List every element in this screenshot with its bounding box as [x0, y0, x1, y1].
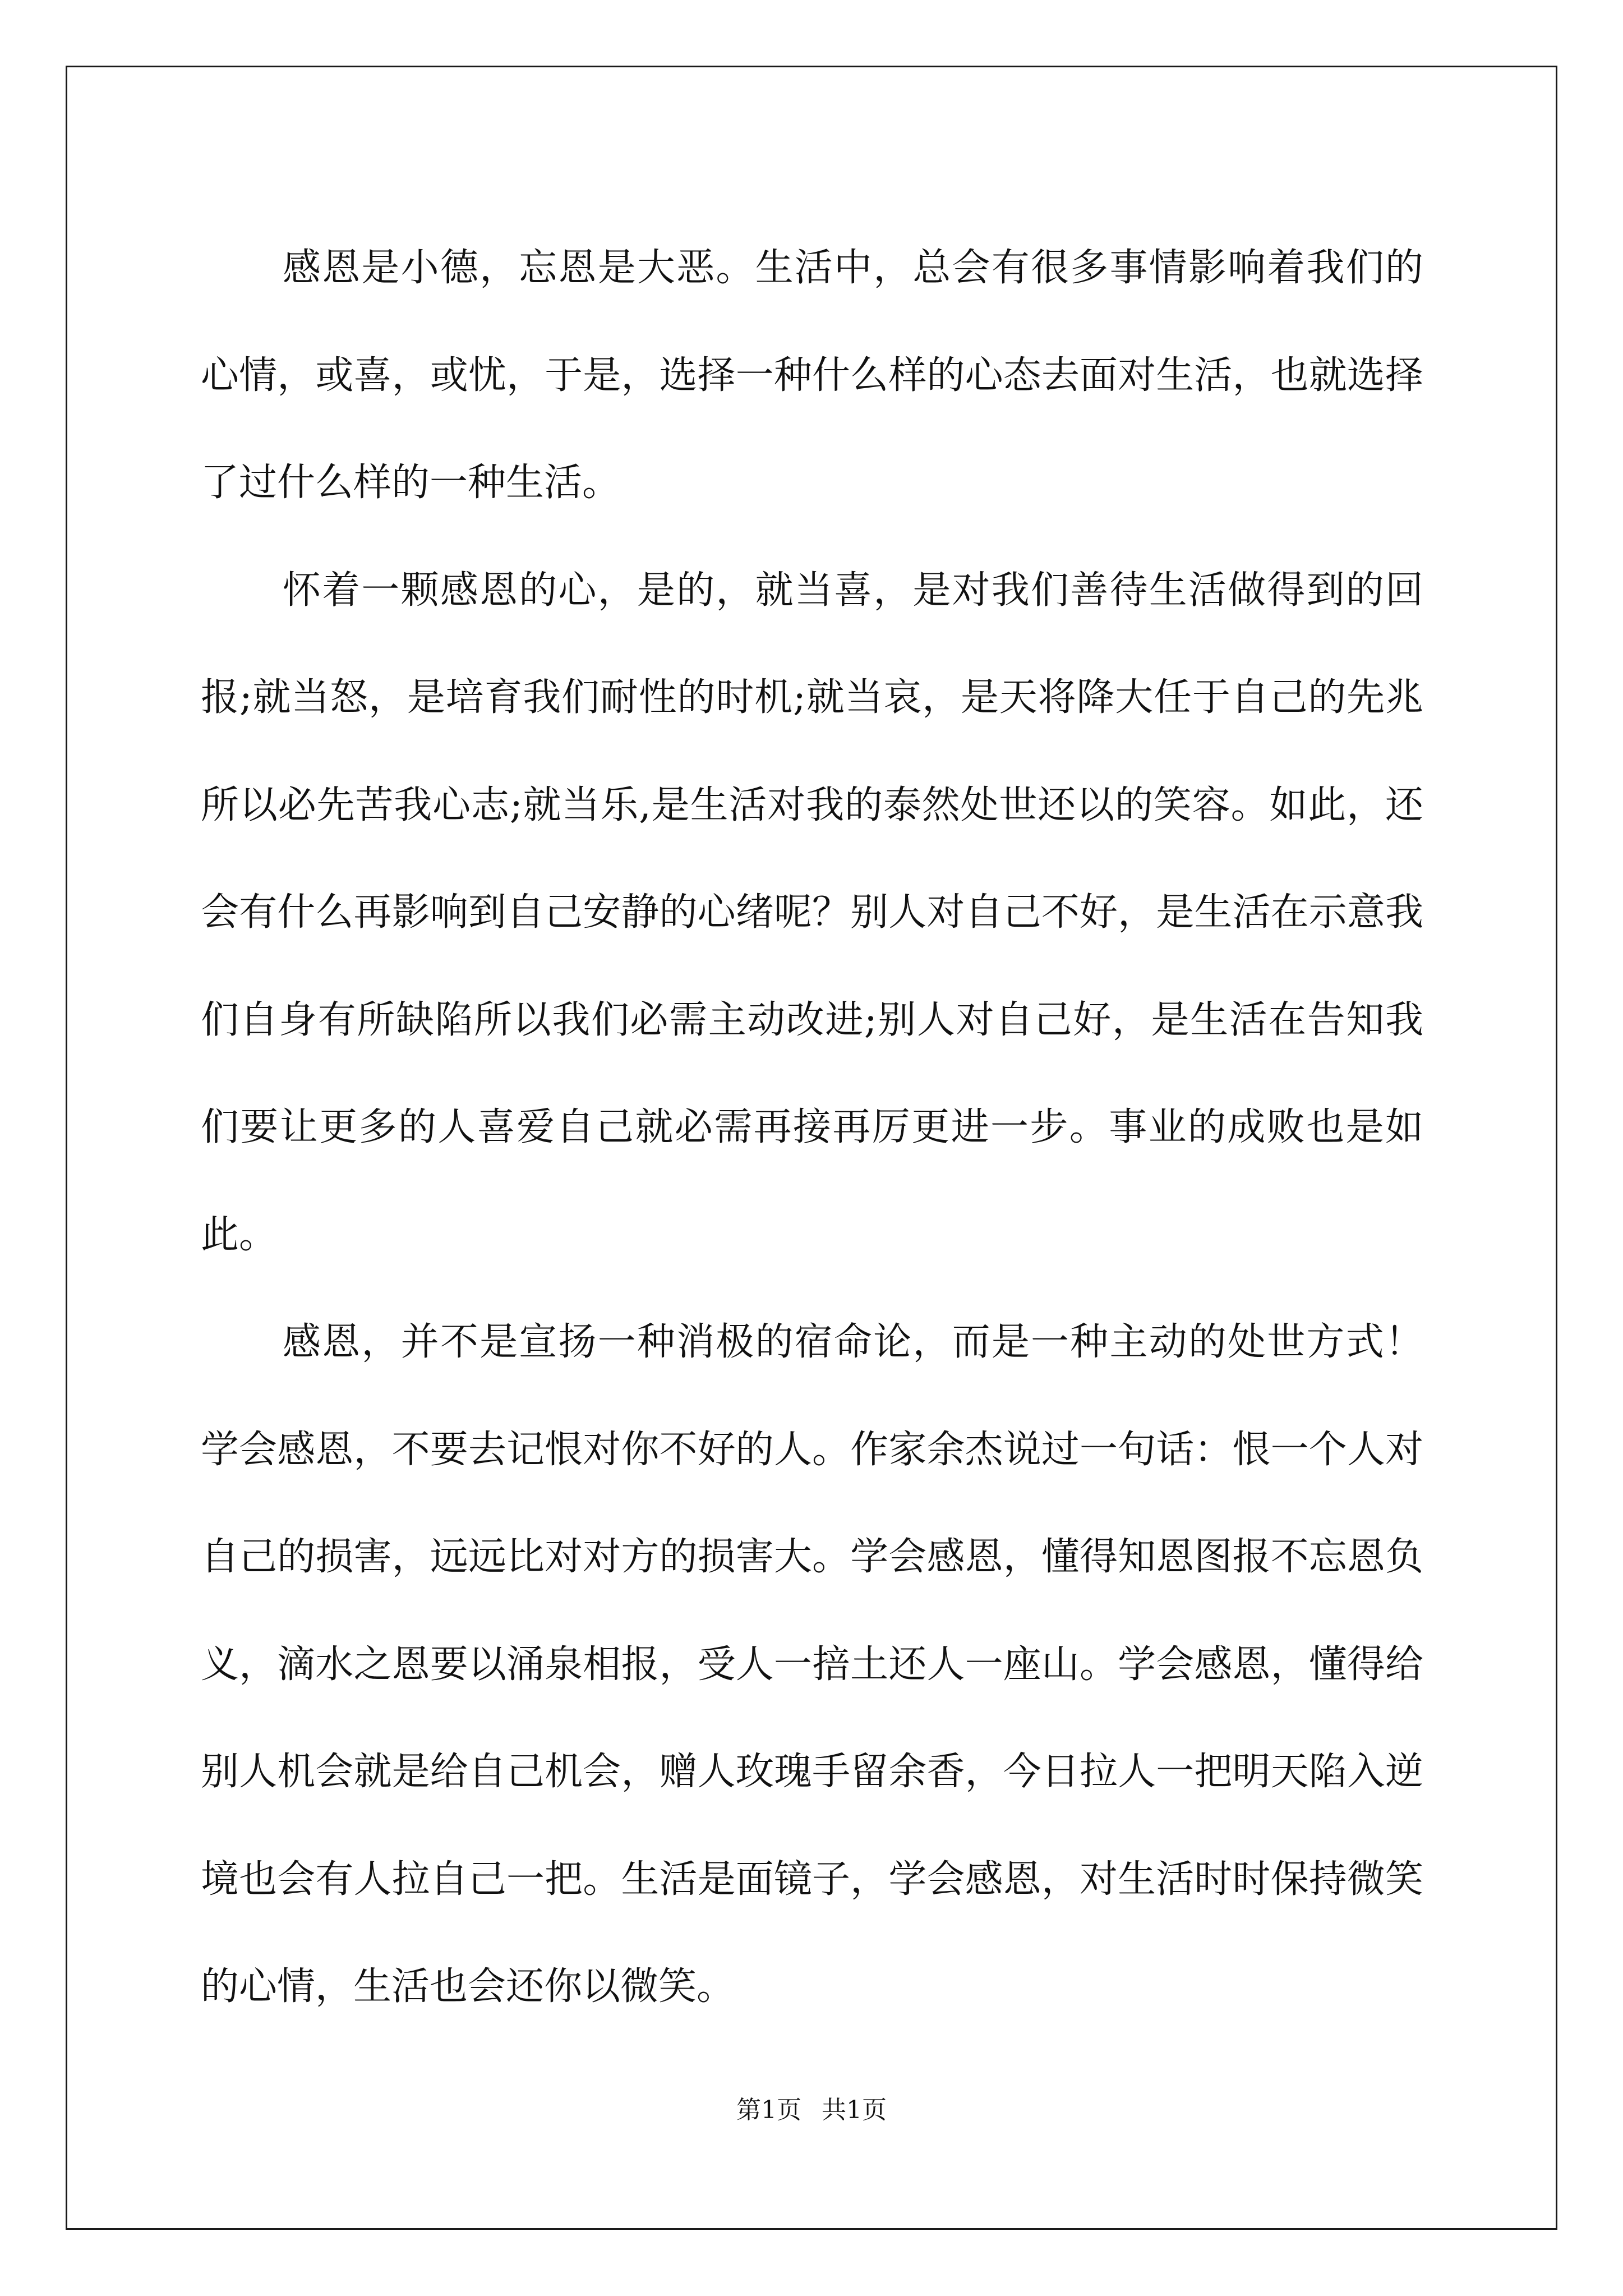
paragraph-2: 怀着一颗感恩的心，是的，就当喜，是对我们善待生活做得到的回报;就当怒，是培育我们耐性的时机;就当哀，是天将降大任于自己的先兆所以必先苦我心志;就当乐,是生活对我的泰然处世还以的笑容。如此，还会有什么再影响到自己安静的心绪呢？别人对自己不好，是生活在示意我们自身有所缺陷所以我们必需主动改进;别人对自己好，是生活在告知我们要让更多的人喜爱自己就必需再接再厉更进一步。事业的成败也是如此。 — [201, 568, 1423, 1257]
document-body — [201, 214, 1423, 2041]
page-number-total: 共1页 — [822, 2096, 887, 2124]
paragraph-3: 感恩，并不是宣扬一种消极的宿命论，而是一种主动的处世方式！学会感恩，不要去记恨对你不好的人。作家余杰说过一句话：恨一个人对自己的损害，远远比对对方的损害大。学会感恩，懂得知恩图报不忘恩负义，滴水之恩要以涌泉相报，受人一掊土还人一座山。学会感恩，懂得给别人机会就是给自己机会，赠人玫瑰手留余香，今日拉人一把明天陷入逆境也会有人拉自己一把。生活是面镜子，学会感恩，对生活时时保持微笑的心情，生活也会还你以微笑。 — [201, 1320, 1423, 2009]
paragraph-1: 感恩是小德，忘恩是大恶。生活中，总会有很多事情影响着我们的心情，或喜，或忧，于是，选择一种什么样的心态去面对生活，也就选择了过什么样的一种生活。 — [201, 246, 1423, 505]
page-footer — [0, 2090, 1623, 2125]
page-number-current: 第1页 — [736, 2096, 801, 2124]
